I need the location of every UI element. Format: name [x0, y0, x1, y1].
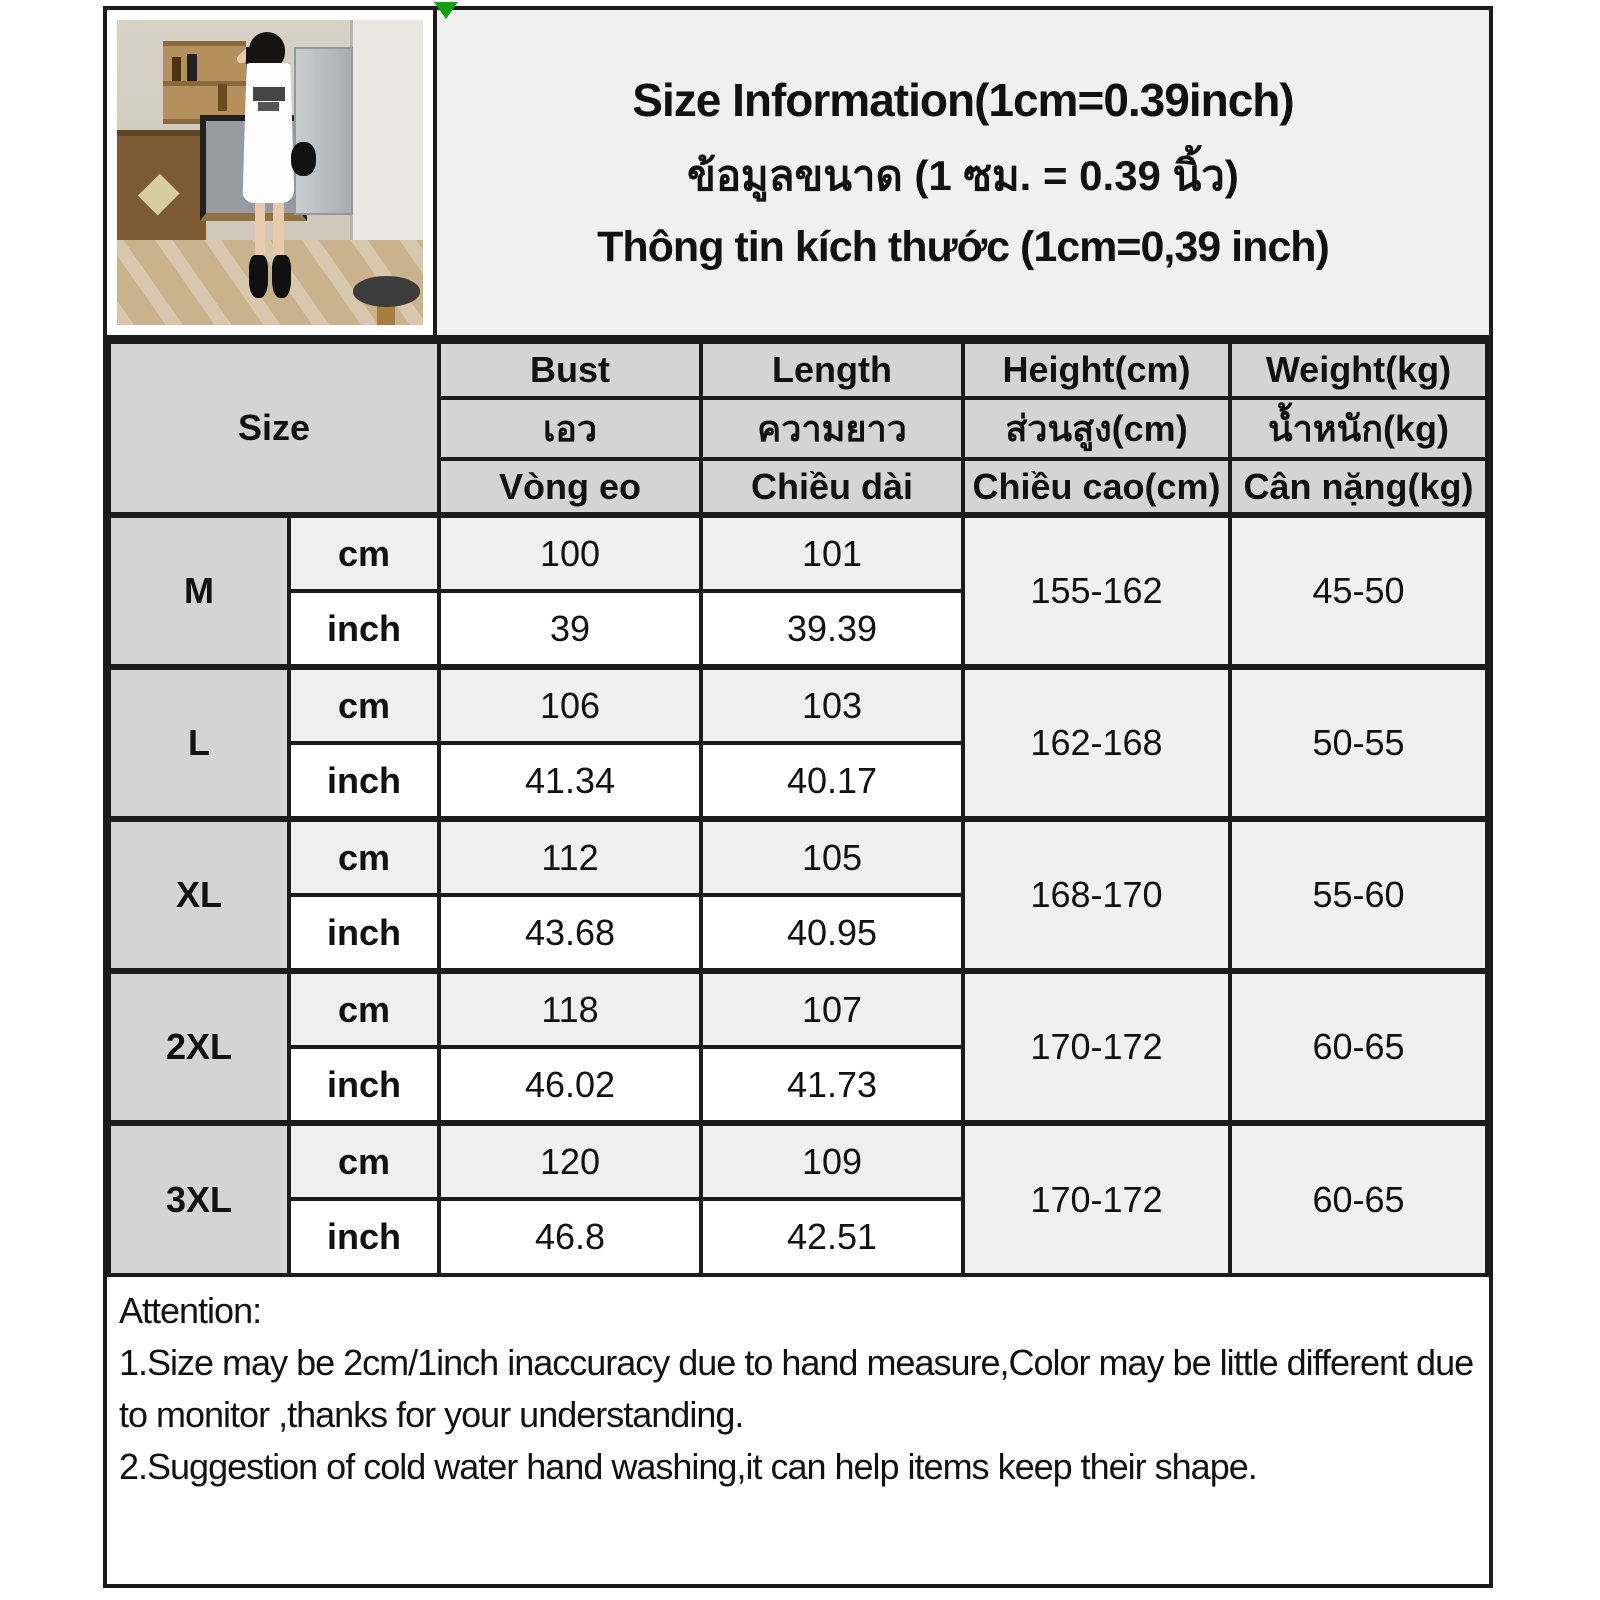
size-label-3xl: 3XL	[109, 1123, 289, 1275]
photo-model-leg	[255, 203, 266, 255]
title-thai: ข้อมูลขนาด (1 ซม. = 0.39 นิ้ว)	[687, 152, 1239, 199]
bust-cm: 100	[439, 515, 701, 591]
unit-inch: inch	[289, 895, 439, 971]
bust-inch: 41.34	[439, 743, 701, 819]
bust-inch: 46.02	[439, 1047, 701, 1123]
col-header-height-en: Height(cm)	[963, 342, 1230, 398]
top-section	[107, 10, 1489, 340]
unit-cm: cm	[289, 819, 439, 895]
height-range: 170-172	[963, 1123, 1230, 1275]
product-photo-frame	[107, 10, 437, 335]
col-header-height-vi: Chiều cao(cm)	[963, 459, 1230, 515]
weight-range: 60-65	[1230, 971, 1487, 1123]
length-inch: 40.95	[701, 895, 963, 971]
photo-model-leg	[273, 203, 284, 255]
product-photo	[117, 20, 423, 325]
bust-cm: 120	[439, 1123, 701, 1199]
col-header-weight-vi: Cân nặng(kg)	[1230, 459, 1487, 515]
unit-inch: inch	[289, 1199, 439, 1275]
photo-stool	[353, 276, 420, 307]
bust-inch: 39	[439, 591, 701, 667]
table-row	[109, 819, 1487, 895]
attention-heading: Attention:	[119, 1290, 262, 1331]
weight-range: 60-65	[1230, 1123, 1487, 1275]
unit-cm: cm	[289, 1123, 439, 1199]
unit-inch: inch	[289, 591, 439, 667]
unit-cm: cm	[289, 667, 439, 743]
photo-black-boot	[249, 255, 269, 298]
length-inch: 39.39	[701, 591, 963, 667]
size-table	[107, 340, 1489, 1277]
photo-wood-shelf	[163, 41, 246, 123]
table-row	[109, 667, 1487, 743]
size-label-xl: XL	[109, 819, 289, 971]
size-label-m: M	[109, 515, 289, 667]
length-inch: 41.73	[701, 1047, 963, 1123]
size-header-cell: Size	[109, 342, 439, 515]
size-chart-sheet	[103, 6, 1493, 1588]
table-row	[109, 1123, 1487, 1199]
photo-bottle	[172, 57, 181, 81]
bust-cm: 106	[439, 667, 701, 743]
photo-dress-graphic	[258, 102, 279, 111]
bust-inch: 46.8	[439, 1199, 701, 1275]
unit-cm: cm	[289, 515, 439, 591]
weight-range: 50-55	[1230, 667, 1487, 819]
height-range: 155-162	[963, 515, 1230, 667]
size-label-l: L	[109, 667, 289, 819]
photo-fridge	[294, 47, 352, 215]
length-cm: 101	[701, 515, 963, 591]
col-header-bust-vi: Vòng eo	[439, 459, 701, 515]
table-row	[109, 515, 1487, 591]
length-cm: 105	[701, 819, 963, 895]
green-corner-accent	[434, 2, 458, 19]
photo-bottle	[218, 84, 227, 111]
length-cm: 109	[701, 1123, 963, 1199]
length-cm: 103	[701, 667, 963, 743]
unit-inch: inch	[289, 1047, 439, 1123]
photo-white-tshirt-dress	[242, 63, 294, 203]
photo-black-bag	[291, 142, 315, 176]
col-header-length-en: Length	[701, 342, 963, 398]
attention-note-1: 1.Size may be 2cm/1inch inaccuracy due to hand measure,Color may be little different due to monitor ,thanks for your understanding.	[119, 1342, 1474, 1435]
photo-dress-graphic	[253, 87, 285, 101]
height-range: 168-170	[963, 819, 1230, 971]
col-header-weight-en: Weight(kg)	[1230, 342, 1487, 398]
bust-cm: 112	[439, 819, 701, 895]
length-cm: 107	[701, 971, 963, 1047]
col-header-bust-th: เอว	[439, 398, 701, 459]
weight-range: 55-60	[1230, 819, 1487, 971]
length-inch: 42.51	[701, 1199, 963, 1275]
weight-range: 45-50	[1230, 515, 1487, 667]
col-header-bust-en: Bust	[439, 342, 701, 398]
length-inch: 40.17	[701, 743, 963, 819]
title-english: Size Information(1cm=0.39inch)	[632, 74, 1294, 126]
unit-cm: cm	[289, 971, 439, 1047]
unit-inch: inch	[289, 743, 439, 819]
bust-inch: 43.68	[439, 895, 701, 971]
height-range: 170-172	[963, 971, 1230, 1123]
size-label-2xl: 2XL	[109, 971, 289, 1123]
attention-note-2: 2.Suggestion of cold water hand washing,it can help items keep their shape.	[119, 1446, 1257, 1487]
col-header-weight-th: น้ำหนัก(kg)	[1230, 398, 1487, 459]
col-header-length-th: ความยาว	[701, 398, 963, 459]
attention-section	[107, 1277, 1489, 1501]
height-range: 162-168	[963, 667, 1230, 819]
col-header-length-vi: Chiều dài	[701, 459, 963, 515]
title-block	[437, 10, 1489, 335]
table-row	[109, 971, 1487, 1047]
title-vietnamese: Thông tin kích thước (1cm=0,39 inch)	[597, 223, 1329, 271]
photo-black-boot	[272, 255, 292, 298]
col-header-height-th: ส่วนสูง(cm)	[963, 398, 1230, 459]
bust-cm: 118	[439, 971, 701, 1047]
photo-bottle	[187, 54, 196, 81]
